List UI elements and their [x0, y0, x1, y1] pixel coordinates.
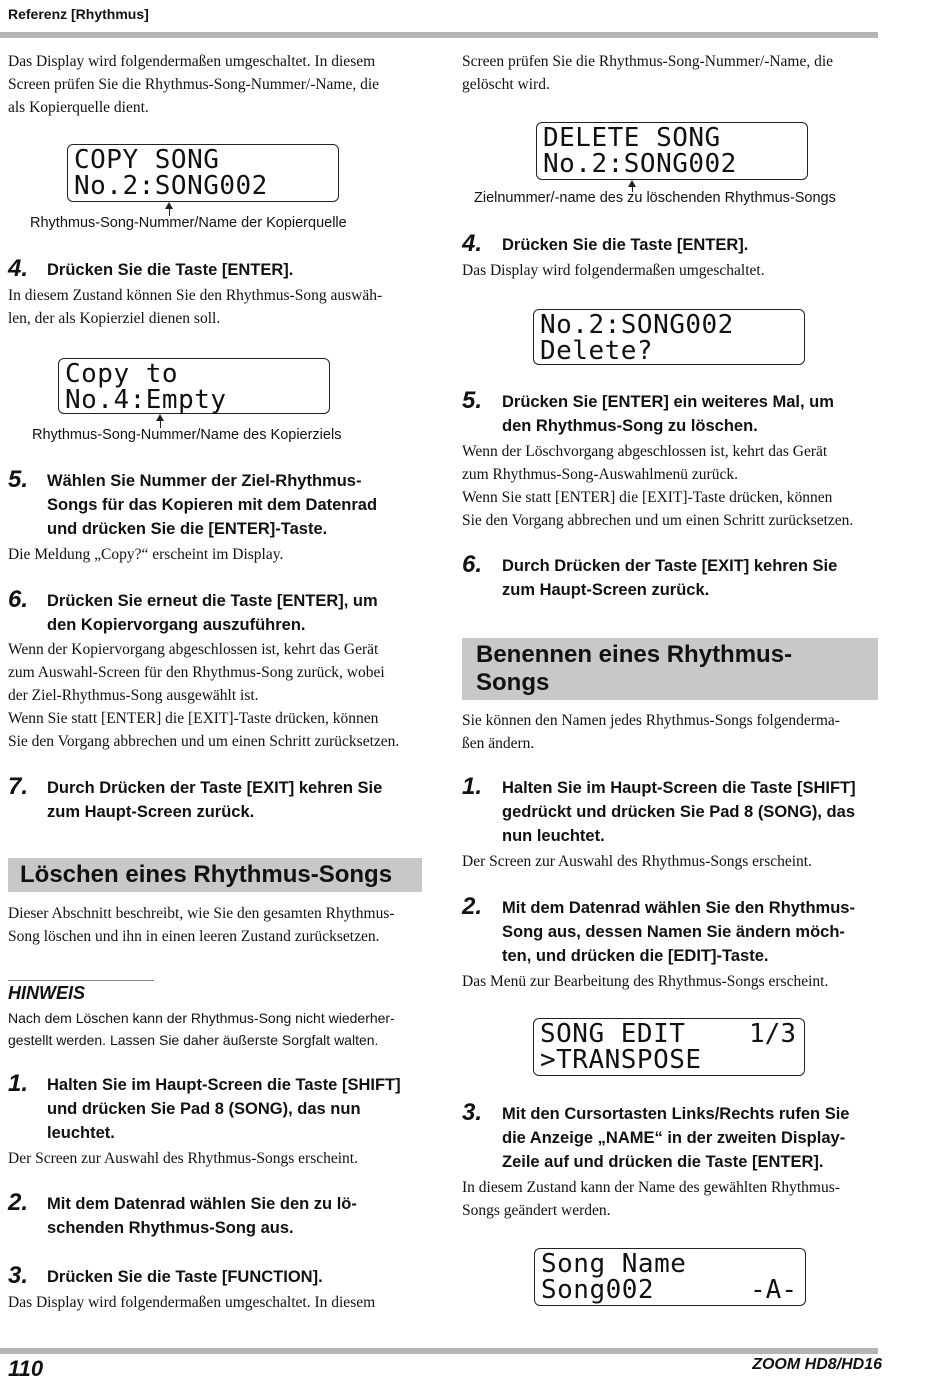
lcd-char-type: -A-	[750, 1275, 797, 1305]
text-line: der Ziel-Rhythmus-Song ausgewählt ist.	[8, 687, 259, 704]
step-body	[462, 970, 878, 993]
text-line: Der Screen zur Auswahl des Rhythmus-Songs erscheint.	[462, 853, 812, 870]
step-body	[462, 850, 878, 873]
text-line: zum Rhythmus-Song-Auswahlmenü zurück.	[462, 466, 738, 483]
step-title	[502, 390, 882, 438]
header-rule	[0, 32, 878, 38]
lcd-line-2: >TRANSPOSE	[540, 1045, 702, 1075]
step-body	[8, 638, 422, 753]
step-body	[462, 259, 878, 282]
text-line: ßen ändern.	[462, 735, 535, 752]
section-body	[462, 709, 878, 755]
text-line: Songs für das Kopieren mit dem Datenrad	[47, 496, 378, 514]
text-line: Drücken Sie die Taste [FUNCTION].	[47, 1268, 323, 1286]
text-line: zum Auswahl-Screen für den Rhythmus-Song zurück, wobei	[8, 664, 385, 681]
text-line: Halten Sie im Haupt-Screen die Taste [SHIFT]	[502, 779, 856, 797]
text-line: gedrückt und drücken Sie Pad 8 (SONG), das	[502, 803, 855, 821]
step-body	[8, 1147, 422, 1170]
text-line: nun leuchtet.	[502, 827, 605, 845]
text-line: Das Menü zur Bearbeitung des Rhythmus-Songs erscheint.	[462, 973, 829, 990]
step-title	[502, 896, 892, 968]
step-body	[462, 1176, 878, 1222]
step-title	[502, 233, 882, 257]
lcd-line-1: SONG EDIT	[540, 1019, 686, 1049]
text-line: In diesem Zustand können Sie den Rhythmus-Song auswäh-	[8, 287, 383, 304]
lcd-caption: Zielnummer/-name des zu löschenden Rhythmus-Songs	[474, 190, 836, 206]
product-model: ZOOM HD8/HD16	[752, 1356, 882, 1373]
text-line: schenden Rhythmus-Song aus.	[47, 1219, 294, 1237]
text-line: den Kopiervorgang auszuführen.	[47, 616, 306, 634]
text-line: Sie den Vorgang abbrechen und um einen Schritt zurücksetzen.	[462, 512, 854, 529]
lcd-delete-confirm	[533, 309, 805, 365]
step-number: 6.	[8, 586, 29, 613]
step-number: 5.	[462, 387, 483, 414]
text-line: Wählen Sie Nummer der Ziel-Rhythmus-	[47, 472, 362, 490]
text-line: Das Display wird folgendermaßen umgeschaltet. In diesem	[8, 53, 376, 70]
lcd-page-indicator: 1/3	[749, 1019, 796, 1049]
text-line: und drücken Sie die [ENTER]-Taste.	[47, 520, 328, 538]
step-number: 5.	[8, 466, 29, 493]
running-header: Referenz [Rhythmus]	[8, 6, 149, 22]
step-number: 2.	[462, 893, 483, 920]
step-title	[502, 554, 882, 602]
text-line: und drücken Sie Pad 8 (SONG), das nun	[47, 1100, 361, 1118]
text-line: Wenn der Löschvorgang abgeschlossen ist, kehrt das Gerät	[462, 443, 828, 460]
step-number: 4.	[462, 230, 483, 257]
step-body	[462, 440, 878, 532]
step-title	[47, 1073, 427, 1145]
section-body	[8, 902, 422, 948]
step-title	[502, 1102, 892, 1174]
left-intro	[8, 50, 422, 119]
lcd-delete-song	[536, 122, 808, 180]
section-heading-delete	[8, 858, 422, 892]
text-line: Mit den Cursortasten Links/Rechts rufen Sie	[502, 1105, 850, 1123]
text-line: Drücken Sie [ENTER] ein weiteres Mal, um	[502, 393, 834, 411]
step-number: 2.	[8, 1189, 29, 1216]
step-number: 1.	[8, 1070, 29, 1097]
lcd-line-2: No.4:Empty	[65, 385, 227, 415]
page-number: 110	[8, 1356, 44, 1381]
text-line: Mit dem Datenrad wählen Sie den Rhythmus-	[502, 899, 855, 917]
text-line: Das Display wird folgendermaßen umgeschaltet. In diesem	[8, 1294, 376, 1311]
step-title	[47, 1192, 427, 1240]
step-number: 3.	[8, 1262, 29, 1289]
text-line: Screen prüfen Sie die Rhythmus-Song-Nummer/-Name, die	[8, 76, 380, 93]
text-line: gestellt werden. Lassen Sie daher äußerste Sorgfalt walten.	[8, 1032, 379, 1048]
lcd-line-1: Copy to	[65, 359, 179, 389]
text-line: Drücken Sie erneut die Taste [ENTER], um	[47, 592, 378, 610]
lcd-caption: Rhythmus-Song-Nummer/Name der Kopierquelle	[30, 215, 347, 231]
lcd-line-2: Delete?	[540, 336, 654, 366]
step-title	[47, 776, 427, 824]
step-number: 6.	[462, 551, 483, 578]
text-line: als Kopierquelle dient.	[8, 99, 149, 116]
text-line: Halten Sie im Haupt-Screen die Taste [SHIFT]	[47, 1076, 401, 1094]
text-line: Durch Drücken der Taste [EXIT] kehren Sie	[502, 557, 838, 575]
note-rule	[8, 980, 154, 981]
lcd-song-name	[534, 1248, 806, 1306]
section-heading-naming	[462, 638, 878, 700]
lcd-line-1: DELETE SONG	[543, 123, 721, 153]
text-line: Wenn Sie statt [ENTER] die [EXIT]-Taste drücken, können	[8, 710, 379, 727]
lcd-line-2: No.2:SONG002	[74, 171, 268, 201]
step-title	[47, 1265, 427, 1289]
footer-rule	[0, 1348, 878, 1354]
text-line: leuchtet.	[47, 1124, 115, 1142]
text-line: Song aus, dessen Namen Sie ändern möch-	[502, 923, 845, 941]
text-line: Benennen eines Rhythmus-	[476, 641, 793, 668]
text-line: ten, und drücken die [EDIT]-Taste.	[502, 947, 769, 965]
section-title	[476, 641, 792, 697]
step-number: 4.	[8, 255, 29, 282]
text-line: Sie können den Namen jedes Rhythmus-Songs folgenderma-	[462, 712, 840, 729]
text-line: zum Haupt-Screen zurück.	[47, 803, 255, 821]
lcd-line-2: No.2:SONG002	[543, 149, 737, 179]
text-line: Das Display wird folgendermaßen umgeschaltet.	[462, 262, 765, 279]
text-line: Die Meldung „Copy?“ erscheint im Display.	[8, 546, 284, 563]
section-title: Löschen eines Rhythmus-Songs	[20, 861, 393, 888]
lcd-copy-song	[67, 144, 339, 202]
step-body	[8, 1291, 422, 1314]
text-line: die Anzeige „NAME“ in der zweiten Display-	[502, 1129, 846, 1147]
step-number: 1.	[462, 773, 483, 800]
text-line: zum Haupt-Screen zurück.	[502, 581, 710, 599]
lcd-song-edit	[533, 1018, 805, 1076]
step-title	[502, 776, 892, 848]
step-body	[8, 543, 422, 566]
text-line: Wenn Sie statt [ENTER] die [EXIT]-Taste drücken, können	[462, 489, 833, 506]
text-line: Sie den Vorgang abbrechen und um einen Schritt zurücksetzen.	[8, 733, 400, 750]
step-number: 7.	[8, 773, 29, 800]
note-body	[8, 1007, 428, 1051]
lcd-line-1: No.2:SONG002	[540, 310, 734, 340]
text-line: Drücken Sie die Taste [ENTER].	[502, 236, 749, 254]
text-line: Screen prüfen Sie die Rhythmus-Song-Nummer/-Name, die	[462, 53, 834, 70]
text-line: Songs geändert werden.	[462, 1202, 611, 1219]
text-line: Song löschen und ihn in einen leeren Zustand zurücksetzen.	[8, 928, 380, 945]
text-line: Dieser Abschnitt beschreibt, wie Sie den gesamten Rhythmus-	[8, 905, 395, 922]
step-title: Drücken Sie die Taste [ENTER].	[47, 261, 294, 279]
text-line: Nach dem Löschen kann der Rhythmus-Song nicht wiederher-	[8, 1010, 395, 1026]
lcd-line-2: Song002	[541, 1275, 655, 1305]
text-line: gelöscht wird.	[462, 76, 550, 93]
lcd-caption: Rhythmus-Song-Nummer/Name des Kopierziels	[32, 427, 342, 443]
note-title: HINWEIS	[8, 983, 86, 1003]
lcd-copy-to	[58, 358, 330, 414]
text-line: Durch Drücken der Taste [EXIT] kehren Sie	[47, 779, 383, 797]
lcd-line-1: Song Name	[541, 1249, 687, 1279]
text-line: Mit dem Datenrad wählen Sie den zu lö-	[47, 1195, 357, 1213]
text-line: len, der als Kopierziel dienen soll.	[8, 310, 221, 327]
step-number: 3.	[462, 1099, 483, 1126]
text-line: Wenn der Kopiervorgang abgeschlossen ist, kehrt das Gerät	[8, 641, 379, 658]
step-title	[47, 469, 427, 541]
lcd-line-1: COPY SONG	[74, 145, 220, 175]
right-intro	[462, 50, 878, 96]
text-line: Songs	[476, 669, 550, 696]
text-line: Zeile auf und drücken die Taste [ENTER].	[502, 1153, 824, 1171]
text-line: In diesem Zustand kann der Name des gewählten Rhythmus-	[462, 1179, 840, 1196]
text-line: den Rhythmus-Song zu löschen.	[502, 417, 758, 435]
step-body	[8, 284, 422, 330]
step-title	[47, 589, 427, 637]
text-line: Der Screen zur Auswahl des Rhythmus-Songs erscheint.	[8, 1150, 358, 1167]
